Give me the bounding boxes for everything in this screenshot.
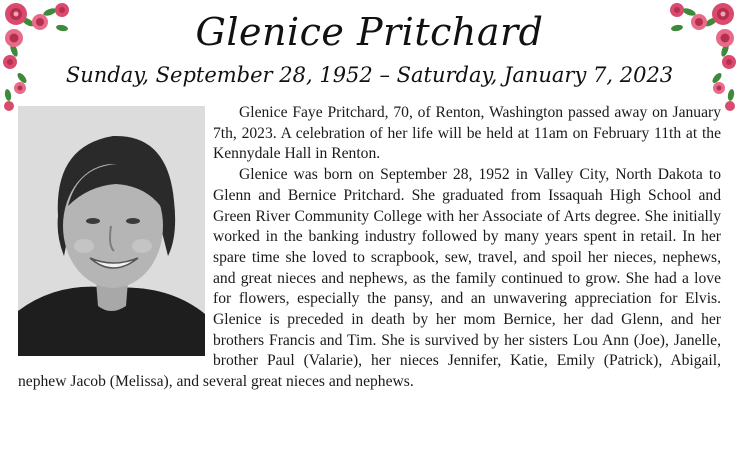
paragraph-2: Glenice was born on September 28, 1952 in Valley City, North Dakota to Glenn and Bernice Pritchard. She graduated from Issaquah High School and Green River Community College with her Associate of Arts degree. She initially worked in the banking industry followed by many years spent in retail. In her spare time she loved to scrapbook, sew, travel, and spoil her nieces, nephews, and great nieces and nephews, as the family continued to grow. She had a love for flowers, especially the pansy, and an unwavering appreciation for Elvis. Glenice is preceded in death by her mom Bernice, her dad Glenn, and her brothers Francis and Tim. She is survived by her sisters Lou Ann (Joe), Janelle, brother Paul (Valarie), her nieces Jennifer, Katie, Emily (Patrick), Abigail, nephew Jacob (Melissa), and several great nieces and nephews.	[18, 166, 721, 391]
paragraph-1: Glenice Faye Pritchard, 70, of Renton, Washington passed away on January 7th, 2023. A celebration of her life will be held at 11am on February 11th at the Kennydale Hall in Renton.	[213, 104, 721, 163]
obituary-text	[18, 103, 721, 393]
life-dates: Sunday, September 28, 1952 – Saturday, January 7, 2023	[65, 63, 674, 87]
deceased-name: Glenice Pritchard	[195, 10, 544, 54]
photo-spacer	[18, 103, 213, 354]
